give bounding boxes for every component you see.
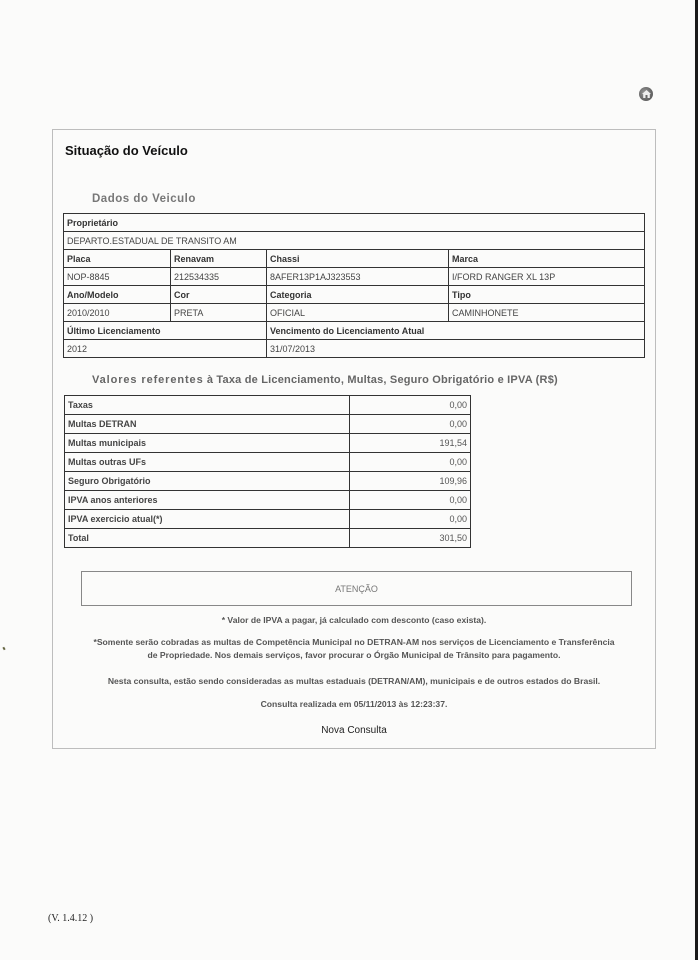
fee-label: Taxas: [65, 396, 350, 415]
chassi-label: Chassi: [267, 250, 449, 268]
model-label-row: [64, 286, 645, 304]
fee-value: 0,00: [350, 415, 471, 434]
fee-row-multas-outras-ufs: [65, 453, 471, 472]
ultimo-licenciamento-label: Último Licenciamento: [64, 322, 267, 340]
placa-label: Placa: [64, 250, 171, 268]
version-label: (V. 1.4.12 ): [48, 913, 94, 924]
fee-value: 0,00: [350, 396, 471, 415]
categoria-label: Categoria: [267, 286, 449, 304]
fee-label: Multas outras UFs: [65, 453, 350, 472]
vehicle-data-table: [63, 213, 645, 358]
ano-modelo-label: Ano/Modelo: [64, 286, 171, 304]
fee-label: IPVA exercicio atual(*): [65, 510, 350, 529]
home-glyph-icon: [642, 90, 651, 98]
fee-label: IPVA anos anteriores: [65, 491, 350, 510]
attention-label: ATENÇÃO: [335, 583, 378, 594]
attention-box: [81, 571, 632, 606]
tipo-value: CAMINHONETE: [449, 304, 645, 322]
fees-title-part1: Valores referentes: [92, 374, 204, 386]
fee-row-taxas: [65, 396, 471, 415]
renavam-label: Renavam: [171, 250, 267, 268]
fee-label: Seguro Obrigatório: [65, 472, 350, 491]
fee-row-ipva-atual: [65, 510, 471, 529]
fee-row-multas-detran: [65, 415, 471, 434]
scan-speck: [2, 647, 5, 651]
ident-label-row: [64, 250, 645, 268]
chassi-value: 8AFER13P1AJ323553: [267, 268, 449, 286]
fee-value: 191,54: [350, 434, 471, 453]
fee-row-seguro-obrigatorio: [65, 472, 471, 491]
fee-row-ipva-anteriores: [65, 491, 471, 510]
fee-row-multas-municipais: [65, 434, 471, 453]
multas-note-line2: de Propriedade. Nos demais serviços, favor procurar o Órgão Municipal de Trânsito para pagamento.: [147, 650, 561, 660]
marca-value: I/FORD RANGER XL 13P: [449, 268, 645, 286]
fee-label: Multas DETRAN: [65, 415, 350, 434]
owner-label: Proprietário: [64, 214, 645, 232]
vehicle-data-section-title: Dados do Veiculo: [92, 193, 196, 205]
license-value-row: [64, 340, 645, 358]
vencimento-label: Vencimento do Licenciamento Atual: [267, 322, 645, 340]
fees-section-title: [92, 374, 558, 386]
fee-value: 0,00: [350, 510, 471, 529]
page-title: Situação do Veículo: [65, 143, 188, 158]
license-label-row: [64, 322, 645, 340]
fee-total-label: Total: [65, 529, 350, 548]
multas-note: [52, 636, 656, 662]
consulta-note: Nesta consulta, estão sendo consideradas as multas estaduais (DETRAN/AM), municipais e de outros estados do Brasil.: [107, 676, 601, 686]
owner-label-row: [64, 214, 645, 232]
consulta-timestamp: Consulta realizada em 05/11/2013 às 12:23:37.: [260, 699, 448, 709]
placa-value: NOP-8845: [64, 268, 171, 286]
nova-consulta-link[interactable]: Nova Consulta: [321, 725, 387, 736]
ano-modelo-value: 2010/2010: [64, 304, 171, 322]
fee-row-total: [65, 529, 471, 548]
multas-note-line1: *Somente serão cobradas as multas de Competência Municipal no DETRAN-AM nos serviços de Licenciamento e Transferência: [93, 637, 615, 647]
fee-total-value: 301,50: [350, 529, 471, 548]
owner-value-row: [64, 232, 645, 250]
ultimo-licenciamento-value: 2012: [64, 340, 267, 358]
tipo-label: Tipo: [449, 286, 645, 304]
fees-table: [64, 395, 471, 548]
cor-value: PRETA: [171, 304, 267, 322]
ident-value-row: [64, 268, 645, 286]
home-icon[interactable]: [639, 87, 653, 101]
vencimento-value: 31/07/2013: [267, 340, 645, 358]
fee-label: Multas municipais: [65, 434, 350, 453]
fees-title-part2: à Taxa de Licenciamento, Multas, Seguro Obrigatório e IPVA (R$): [203, 374, 558, 386]
renavam-value: 212534335: [171, 268, 267, 286]
marca-label: Marca: [449, 250, 645, 268]
fee-value: 0,00: [350, 453, 471, 472]
fee-value: 109,96: [350, 472, 471, 491]
ipva-note: * Valor de IPVA a pagar, já calculado com desconto (caso exista).: [221, 615, 487, 625]
model-value-row: [64, 304, 645, 322]
categoria-value: OFICIAL: [267, 304, 449, 322]
cor-label: Cor: [171, 286, 267, 304]
fee-value: 0,00: [350, 491, 471, 510]
owner-value: DEPARTO.ESTADUAL DE TRANSITO AM: [64, 232, 645, 250]
